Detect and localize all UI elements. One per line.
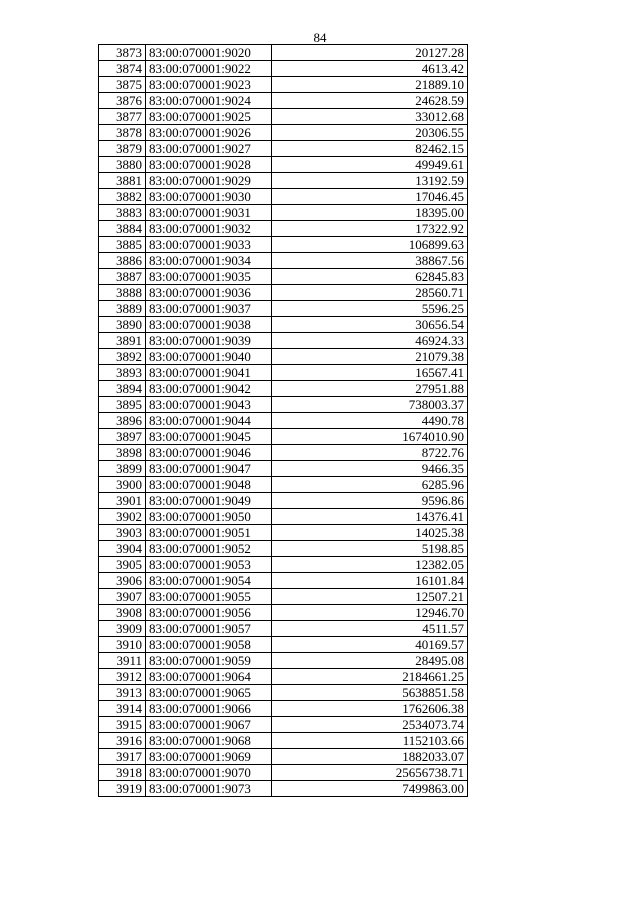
- cadastral-number-cell: 83:00:070001:9043: [146, 397, 272, 413]
- table-row: [99, 333, 468, 349]
- value-cell: 82462.15: [272, 141, 468, 157]
- cadastral-number-cell: 83:00:070001:9056: [146, 605, 272, 621]
- row-number-cell: 3915: [99, 717, 146, 733]
- cadastral-number-cell: 83:00:070001:9069: [146, 749, 272, 765]
- table-row: [99, 509, 468, 525]
- cadastral-number-cell: 83:00:070001:9048: [146, 477, 272, 493]
- table-row: [99, 61, 468, 77]
- cadastral-number-cell: 83:00:070001:9027: [146, 141, 272, 157]
- value-cell: 17046.45: [272, 189, 468, 205]
- value-cell: 28495.08: [272, 653, 468, 669]
- cadastral-number-cell: 83:00:070001:9073: [146, 781, 272, 797]
- table-row: [99, 781, 468, 797]
- row-number-cell: 3893: [99, 365, 146, 381]
- row-number-cell: 3886: [99, 253, 146, 269]
- cadastral-number-cell: 83:00:070001:9032: [146, 221, 272, 237]
- value-cell: 16101.84: [272, 573, 468, 589]
- row-number-cell: 3900: [99, 477, 146, 493]
- cadastral-number-cell: 83:00:070001:9059: [146, 653, 272, 669]
- cadastral-number-cell: 83:00:070001:9053: [146, 557, 272, 573]
- value-cell: 6285.96: [272, 477, 468, 493]
- row-number-cell: 3882: [99, 189, 146, 205]
- row-number-cell: 3899: [99, 461, 146, 477]
- value-cell: 8722.76: [272, 445, 468, 461]
- row-number-cell: 3911: [99, 653, 146, 669]
- value-cell: 2184661.25: [272, 669, 468, 685]
- table-row: [99, 669, 468, 685]
- cadastral-number-cell: 83:00:070001:9034: [146, 253, 272, 269]
- cadastral-number-cell: 83:00:070001:9044: [146, 413, 272, 429]
- value-cell: 4613.42: [272, 61, 468, 77]
- value-cell: 5198.85: [272, 541, 468, 557]
- cadastral-number-cell: 83:00:070001:9049: [146, 493, 272, 509]
- value-cell: 14376.41: [272, 509, 468, 525]
- row-number-cell: 3903: [99, 525, 146, 541]
- table-row: [99, 589, 468, 605]
- cadastral-number-cell: 83:00:070001:9033: [146, 237, 272, 253]
- value-cell: 106899.63: [272, 237, 468, 253]
- table-row: [99, 541, 468, 557]
- cadastral-number-cell: 83:00:070001:9029: [146, 173, 272, 189]
- value-cell: 4511.57: [272, 621, 468, 637]
- cadastral-number-cell: 83:00:070001:9070: [146, 765, 272, 781]
- row-number-cell: 3910: [99, 637, 146, 653]
- row-number-cell: 3875: [99, 77, 146, 93]
- value-cell: 62845.83: [272, 269, 468, 285]
- table-row: [99, 717, 468, 733]
- row-number-cell: 3907: [99, 589, 146, 605]
- cadastral-number-cell: 83:00:070001:9047: [146, 461, 272, 477]
- table-row: [99, 189, 468, 205]
- cadastral-number-cell: 83:00:070001:9022: [146, 61, 272, 77]
- table-row: [99, 93, 468, 109]
- value-cell: 12946.70: [272, 605, 468, 621]
- value-cell: 30656.54: [272, 317, 468, 333]
- table-row: [99, 317, 468, 333]
- value-cell: 25656738.71: [272, 765, 468, 781]
- row-number-cell: 3874: [99, 61, 146, 77]
- row-number-cell: 3916: [99, 733, 146, 749]
- row-number-cell: 3873: [99, 45, 146, 61]
- table-row: [99, 445, 468, 461]
- table-row: [99, 125, 468, 141]
- cadastral-number-cell: 83:00:070001:9051: [146, 525, 272, 541]
- row-number-cell: 3884: [99, 221, 146, 237]
- value-cell: 1762606.38: [272, 701, 468, 717]
- row-number-cell: 3898: [99, 445, 146, 461]
- value-cell: 40169.57: [272, 637, 468, 653]
- value-cell: 28560.71: [272, 285, 468, 301]
- row-number-cell: 3914: [99, 701, 146, 717]
- cadastral-value-table: [98, 44, 468, 797]
- value-cell: 4490.78: [272, 413, 468, 429]
- table-row: [99, 77, 468, 93]
- row-number-cell: 3908: [99, 605, 146, 621]
- value-cell: 738003.37: [272, 397, 468, 413]
- value-cell: 16567.41: [272, 365, 468, 381]
- row-number-cell: 3878: [99, 125, 146, 141]
- row-number-cell: 3889: [99, 301, 146, 317]
- row-number-cell: 3894: [99, 381, 146, 397]
- value-cell: 1674010.90: [272, 429, 468, 445]
- cadastral-number-cell: 83:00:070001:9068: [146, 733, 272, 749]
- table-row: [99, 237, 468, 253]
- cadastral-number-cell: 83:00:070001:9052: [146, 541, 272, 557]
- table-row: [99, 605, 468, 621]
- table-row: [99, 493, 468, 509]
- table-row: [99, 749, 468, 765]
- value-cell: 5596.25: [272, 301, 468, 317]
- row-number-cell: 3904: [99, 541, 146, 557]
- row-number-cell: 3901: [99, 493, 146, 509]
- row-number-cell: 3918: [99, 765, 146, 781]
- cadastral-number-cell: 83:00:070001:9045: [146, 429, 272, 445]
- cadastral-number-cell: 83:00:070001:9036: [146, 285, 272, 301]
- cadastral-number-cell: 83:00:070001:9040: [146, 349, 272, 365]
- value-cell: 7499863.00: [272, 781, 468, 797]
- table-row: [99, 765, 468, 781]
- value-cell: 38867.56: [272, 253, 468, 269]
- value-cell: 46924.33: [272, 333, 468, 349]
- value-cell: 5638851.58: [272, 685, 468, 701]
- table-row: [99, 381, 468, 397]
- value-cell: 20306.55: [272, 125, 468, 141]
- row-number-cell: 3909: [99, 621, 146, 637]
- cadastral-number-cell: 83:00:070001:9064: [146, 669, 272, 685]
- value-cell: 1882033.07: [272, 749, 468, 765]
- value-cell: 18395.00: [272, 205, 468, 221]
- table-body: [99, 45, 468, 797]
- cadastral-number-cell: 83:00:070001:9046: [146, 445, 272, 461]
- row-number-cell: 3895: [99, 397, 146, 413]
- table-row: [99, 221, 468, 237]
- row-number-cell: 3890: [99, 317, 146, 333]
- row-number-cell: 3913: [99, 685, 146, 701]
- table-row: [99, 253, 468, 269]
- table-row: [99, 365, 468, 381]
- table-row: [99, 637, 468, 653]
- table-row: [99, 349, 468, 365]
- cadastral-number-cell: 83:00:070001:9039: [146, 333, 272, 349]
- table-row: [99, 701, 468, 717]
- value-cell: 24628.59: [272, 93, 468, 109]
- cadastral-number-cell: 83:00:070001:9066: [146, 701, 272, 717]
- table-row: [99, 109, 468, 125]
- row-number-cell: 3892: [99, 349, 146, 365]
- cadastral-number-cell: 83:00:070001:9026: [146, 125, 272, 141]
- value-cell: 21889.10: [272, 77, 468, 93]
- table-row: [99, 477, 468, 493]
- value-cell: 13192.59: [272, 173, 468, 189]
- cadastral-number-cell: 83:00:070001:9055: [146, 589, 272, 605]
- row-number-cell: 3912: [99, 669, 146, 685]
- table-row: [99, 685, 468, 701]
- value-cell: 33012.68: [272, 109, 468, 125]
- cadastral-number-cell: 83:00:070001:9050: [146, 509, 272, 525]
- table-row: [99, 557, 468, 573]
- table-row: [99, 653, 468, 669]
- table-row: [99, 733, 468, 749]
- cadastral-number-cell: 83:00:070001:9054: [146, 573, 272, 589]
- table-row: [99, 621, 468, 637]
- cadastral-number-cell: 83:00:070001:9035: [146, 269, 272, 285]
- value-cell: 49949.61: [272, 157, 468, 173]
- value-cell: 12507.21: [272, 589, 468, 605]
- table-row: [99, 285, 468, 301]
- table-row: [99, 413, 468, 429]
- value-cell: 20127.28: [272, 45, 468, 61]
- table-row: [99, 573, 468, 589]
- row-number-cell: 3919: [99, 781, 146, 797]
- table-row: [99, 45, 468, 61]
- cadastral-number-cell: 83:00:070001:9042: [146, 381, 272, 397]
- table-row: [99, 205, 468, 221]
- cadastral-number-cell: 83:00:070001:9030: [146, 189, 272, 205]
- row-number-cell: 3897: [99, 429, 146, 445]
- value-cell: 1152103.66: [272, 733, 468, 749]
- cadastral-number-cell: 83:00:070001:9038: [146, 317, 272, 333]
- table-row: [99, 397, 468, 413]
- row-number-cell: 3888: [99, 285, 146, 301]
- value-cell: 27951.88: [272, 381, 468, 397]
- table-row: [99, 157, 468, 173]
- row-number-cell: 3880: [99, 157, 146, 173]
- cadastral-number-cell: 83:00:070001:9024: [146, 93, 272, 109]
- row-number-cell: 3887: [99, 269, 146, 285]
- value-cell: 2534073.74: [272, 717, 468, 733]
- value-cell: 21079.38: [272, 349, 468, 365]
- table-row: [99, 301, 468, 317]
- cadastral-number-cell: 83:00:070001:9020: [146, 45, 272, 61]
- row-number-cell: 3876: [99, 93, 146, 109]
- row-number-cell: 3902: [99, 509, 146, 525]
- row-number-cell: 3883: [99, 205, 146, 221]
- row-number-cell: 3879: [99, 141, 146, 157]
- value-cell: 9596.86: [272, 493, 468, 509]
- row-number-cell: 3917: [99, 749, 146, 765]
- table-row: [99, 525, 468, 541]
- cadastral-number-cell: 83:00:070001:9041: [146, 365, 272, 381]
- cadastral-number-cell: 83:00:070001:9023: [146, 77, 272, 93]
- row-number-cell: 3891: [99, 333, 146, 349]
- table-row: [99, 141, 468, 157]
- table-row: [99, 173, 468, 189]
- table-row: [99, 429, 468, 445]
- cadastral-number-cell: 83:00:070001:9058: [146, 637, 272, 653]
- cadastral-number-cell: 83:00:070001:9028: [146, 157, 272, 173]
- row-number-cell: 3881: [99, 173, 146, 189]
- row-number-cell: 3885: [99, 237, 146, 253]
- row-number-cell: 3906: [99, 573, 146, 589]
- value-cell: 17322.92: [272, 221, 468, 237]
- value-cell: 9466.35: [272, 461, 468, 477]
- row-number-cell: 3905: [99, 557, 146, 573]
- cadastral-number-cell: 83:00:070001:9067: [146, 717, 272, 733]
- row-number-cell: 3896: [99, 413, 146, 429]
- value-cell: 12382.05: [272, 557, 468, 573]
- cadastral-number-cell: 83:00:070001:9057: [146, 621, 272, 637]
- cadastral-number-cell: 83:00:070001:9025: [146, 109, 272, 125]
- row-number-cell: 3877: [99, 109, 146, 125]
- table-row: [99, 461, 468, 477]
- cadastral-number-cell: 83:00:070001:9065: [146, 685, 272, 701]
- value-cell: 14025.38: [272, 525, 468, 541]
- cadastral-number-cell: 83:00:070001:9031: [146, 205, 272, 221]
- cadastral-number-cell: 83:00:070001:9037: [146, 301, 272, 317]
- table-row: [99, 269, 468, 285]
- page-number: 84: [313, 30, 327, 45]
